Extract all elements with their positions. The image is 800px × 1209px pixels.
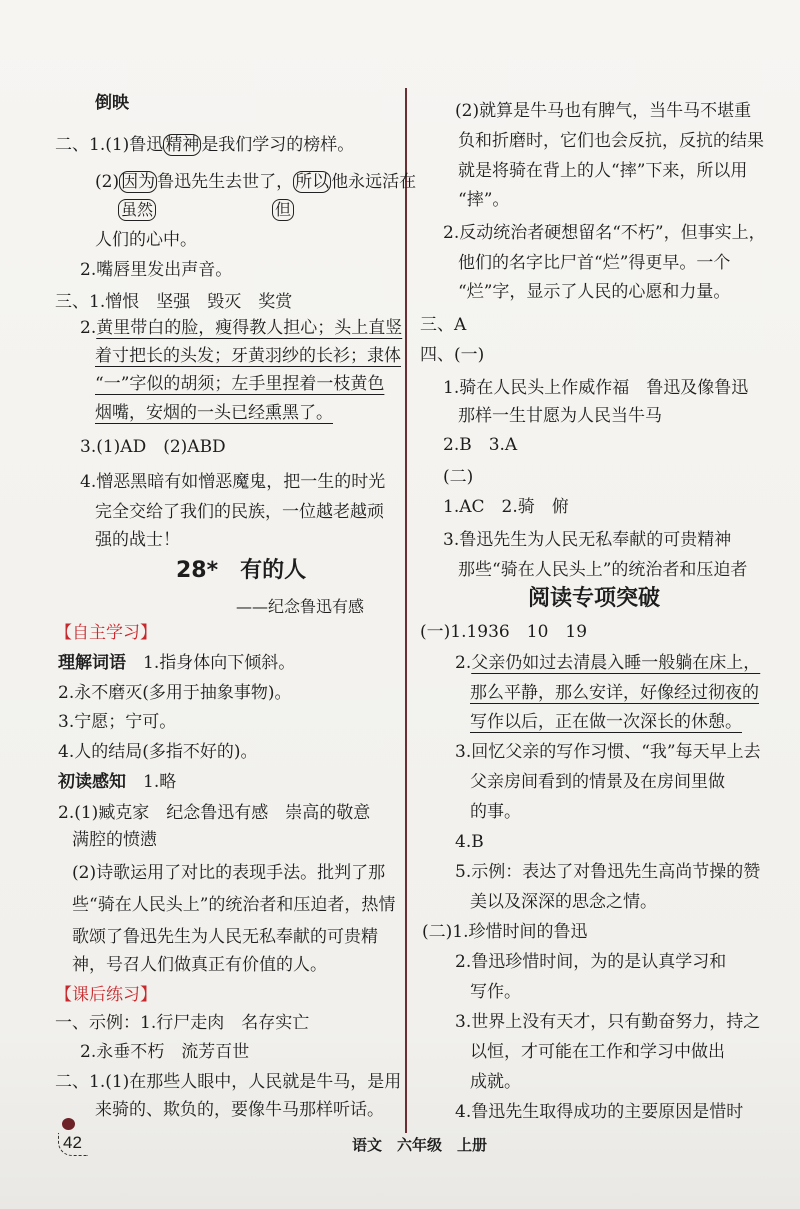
answer-line: 人们的心中。 — [95, 230, 197, 250]
answer-line: 2.永不磨灭(多用于抽象事物)。 — [58, 683, 292, 703]
text: 1.略 — [126, 772, 177, 792]
answer-line: 的事。 — [470, 802, 521, 822]
answer-line: 歌颂了鲁迅先生为人民无私奉献的可贵精 — [72, 927, 378, 947]
answer-line: 1.骑在人民头上作威作福 鲁迅及像鲁迅 — [443, 378, 749, 398]
answer-line: 三、A — [420, 315, 467, 335]
answer-line: 就是将骑在背上的人“摔”下来，所以用 — [458, 161, 748, 181]
section-heading: 【自主学习】 — [55, 623, 157, 643]
answer-line — [55, 133, 354, 157]
answer-line: (一)1.1936 10 19 — [420, 622, 588, 642]
underlined-text: 父亲仍如过去清晨入睡一般躺在床上， — [471, 653, 761, 673]
answer-line: 那么平静，那么安详，好像经过彻夜的 — [470, 683, 759, 703]
lesson-title: 28* 有的人 — [176, 558, 307, 583]
answer-line: 2.鲁迅珍惜时间，为的是认真学习和 — [455, 952, 727, 972]
answer-line: 负和折磨时，它们也会反抗，反抗的结果 — [458, 131, 764, 151]
correction-word: 虽然 — [118, 199, 156, 221]
section-heading: 【课后练习】 — [55, 985, 157, 1005]
answer-line: (2)就算是牛马也有脾气，当牛马不堪重 — [455, 101, 752, 121]
answer-line — [455, 651, 760, 675]
answer-line — [58, 651, 295, 675]
text: 2. — [80, 318, 97, 338]
answer-line: 写作以后，正在做一次深长的休憩。 — [470, 712, 742, 732]
circled-word: 所以 — [295, 172, 330, 192]
text: 1.指身体向下倾斜。 — [126, 653, 296, 673]
answer-line: (二)1.珍惜时间的鲁迅 — [422, 922, 588, 942]
answer-line: “一”字似的胡须；左手里捏着一枝黄色 — [95, 374, 385, 394]
answer-line: 倒映 — [95, 93, 129, 113]
column-divider — [405, 88, 407, 1133]
answer-line — [80, 316, 402, 340]
answer-line: 二、1.(1)在那些人眼中，人民就是牛马，是用 — [55, 1072, 402, 1092]
answer-line: 神，号召人们做真正有价值的人。 — [72, 955, 327, 975]
correction-word: 但 — [272, 199, 294, 221]
answer-line: (二) — [443, 467, 474, 487]
answer-line: 完全交给了我们的民族，一位越老越顽 — [95, 502, 384, 522]
subheading: 理解词语 — [58, 653, 126, 673]
answer-line: 5.示例：表达了对鲁迅先生高尚节操的赞 — [455, 862, 761, 882]
answer-line: 美以及深深的思念之情。 — [470, 892, 657, 912]
circled-word: 精神 — [165, 135, 200, 155]
answer-line: 些“骑在人民头上”的统治者和压迫者，热情 — [72, 895, 396, 915]
answer-line: 3.宁愿；宁可。 — [58, 712, 177, 732]
subheading: 初读感知 — [58, 772, 126, 792]
answer-line: 2.(1)臧克家 纪念鲁迅有感 崇高的敬意 — [58, 803, 371, 823]
answer-line: 1.AC 2.骑 俯 — [443, 497, 569, 517]
text: 二、1.(1)鲁迅 — [55, 135, 164, 155]
answer-line: 他们的名字比尸首“烂”得更早。一个 — [458, 253, 731, 273]
answer-line: “摔”。 — [458, 190, 510, 210]
answer-line: (2)诗歌运用了对比的表现手法。批判了那 — [72, 863, 386, 883]
answer-line: 满腔的愤懑 — [72, 830, 157, 850]
answer-line: 4.鲁迅先生取得成功的主要原因是惜时 — [455, 1102, 744, 1122]
answer-line: 2.嘴唇里发出声音。 — [80, 260, 233, 280]
text: 鲁迅先生去世了， — [157, 172, 294, 192]
answer-line: 成就。 — [470, 1072, 521, 1092]
answer-line — [58, 770, 176, 794]
section-title: 阅读专项突破 — [528, 586, 661, 611]
page-number: 42 — [58, 1133, 88, 1156]
underlined-text: 黄里带白的脸，瘦得教人担心；头上直竖 — [96, 318, 403, 338]
answer-line: 4.人的结局(多指不好的)。 — [58, 742, 258, 762]
text: 2. — [455, 653, 472, 673]
text: 是我们学习的榜样。 — [201, 135, 355, 155]
answer-line: “烂”字，显示了人民的心愿和力量。 — [458, 282, 731, 302]
lesson-subtitle: ——纪念鲁迅有感 — [236, 597, 365, 616]
answer-line: 着寸把长的头发；牙黄羽纱的长衫；隶体 — [95, 346, 401, 366]
answer-line: 四、(一) — [420, 345, 485, 365]
answer-line: 三、1.憎恨 坚强 毁灭 奖赏 — [55, 292, 293, 312]
answer-line: 2.B 3.A — [443, 435, 518, 455]
answer-line: 强的战士！ — [95, 530, 180, 550]
answer-line: 2.永垂不朽 流芳百世 — [80, 1042, 250, 1062]
answer-line: 烟嘴，安烟的一头已经熏黑了。 — [95, 403, 333, 423]
book-label: 语文 六年级 上册 — [352, 1136, 488, 1154]
answer-line: 来骑的、欺负的，要像牛马那样听话。 — [95, 1100, 384, 1120]
answer-line: 那些“骑在人民头上”的统治者和压迫者 — [458, 560, 748, 580]
text: (2) — [95, 172, 120, 192]
answer-line: 4.B — [455, 832, 484, 852]
text: 他永远活在 — [331, 172, 417, 192]
answer-line: 以恒，才可能在工作和学习中做出 — [470, 1042, 725, 1062]
answer-line: 3.鲁迅先生为人民无私奉献的可贵精神 — [443, 530, 732, 550]
answer-line: 写作。 — [470, 982, 521, 1002]
answer-line — [95, 170, 416, 194]
answer-line: 父亲房间看到的情景及在房间里做 — [470, 772, 725, 792]
answer-line: 一、示例：1.行尸走肉 名存实亡 — [55, 1013, 310, 1033]
answer-line: 那样一生甘愿为人民当牛马 — [458, 406, 662, 426]
answer-line: 4.憎恶黑暗有如憎恶魔鬼，把一生的时光 — [80, 472, 386, 492]
answer-line: 2.反动统治者硬想留名“不朽”，但事实上， — [443, 223, 766, 243]
circled-word: 因为 — [121, 172, 156, 192]
answer-line: 3.回忆父亲的写作习惯、“我”每天早上去 — [455, 742, 761, 762]
answer-line: 3.世界上没有天才，只有勤奋努力，持之 — [455, 1012, 761, 1032]
ladybug-icon — [62, 1118, 75, 1130]
answer-line: 3.(1)AD (2)ABD — [80, 437, 226, 457]
